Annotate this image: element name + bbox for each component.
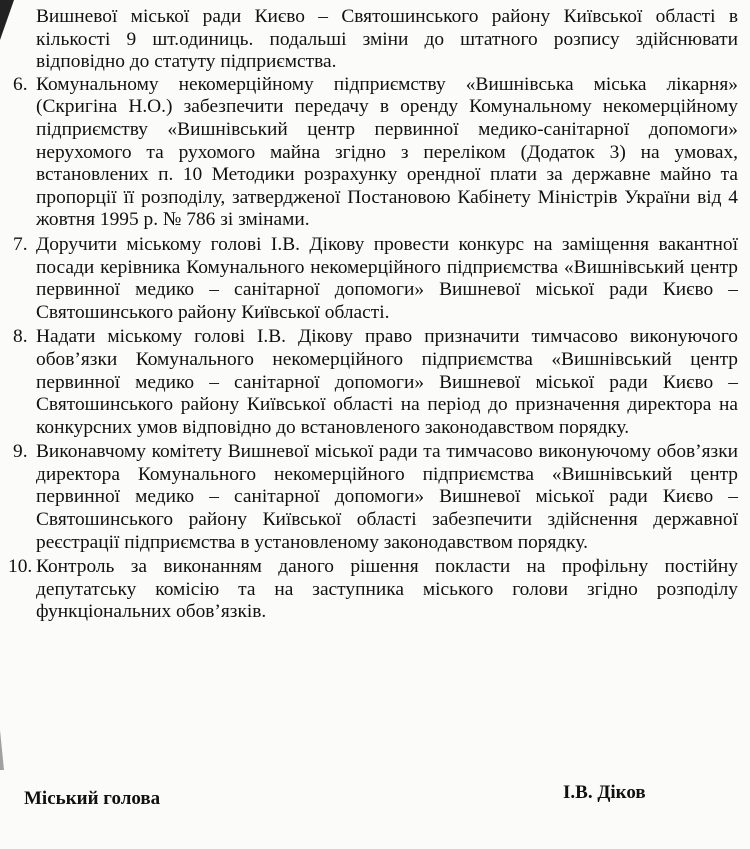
- document-body: [0, 6, 750, 624]
- list-item-8: [0, 326, 750, 439]
- item-number: 6.: [13, 73, 28, 95]
- item-number: 10.: [8, 556, 33, 578]
- item-text: Контроль за виконанням даного рішення покласти на профільну постійну депутатську комісію та на заступника міського голови згідно розподілу функціональних обов’язків.: [36, 556, 738, 623]
- list-item-7: [0, 234, 750, 324]
- item-number: 7.: [13, 233, 28, 255]
- signature-title: Міський голова: [24, 788, 161, 809]
- item-number: 8.: [13, 326, 28, 348]
- item-text: Надати міському голові І.В. Дікову право призначити тимчасово виконуючого обов’язки Комунального некомерційного підприємства «Вишнівський центр первинної медико – санітарної допомоги» Вишневої міської ради Києво – Святошинського району Київської області на період до призначення директора на конкурсних умов відповідно до встановленого законодавством порядку.: [36, 326, 738, 438]
- scan-edge-shadow-lower: [0, 730, 4, 770]
- item-text: Виконавчому комітету Вишневої міської ради та тимчасово виконуючому обов’язки директора Комунального некомерційного підприємства «Вишнівський центр первинної медико – санітарної допомоги» Вишневої міської ради Києво – Святошинського району Київської області забезпечити здійснення державної реєстрації підприємства в установленому законодавством порядку.: [36, 441, 738, 553]
- intro-paragraph: Вишневої міської ради Києво – Святошинського району Київської області в кількості 9 шт.одиниць. подальші зміни до штатного розпису здійснювати відповідно до статуту підприємства.: [36, 6, 738, 73]
- list-item-9: [0, 441, 750, 554]
- list-item-6: [0, 74, 750, 232]
- list-item-10: [0, 556, 750, 624]
- item-text: Комунальному некомерційному підприємству «Вишнівська міська лікарня» (Скригіна Н.О.) забезпечити передачу в оренду Комунальному некомерційному підприємству «Вишнівський центр первинної медико-санітарної допомоги» нерухомого та рухомого майна згідно з переліком (Додаток 3) на умовах, встановлених п. 10 Методики розрахунку орендної плати за державне майно та пропорції її розподілу, затвердженої Постановою Кабінету Міністрів України від 4 жовтня 1995 р. № 786 зі змінами.: [36, 73, 738, 231]
- signature-name: І.В. Діков: [563, 782, 646, 803]
- item-number: 9.: [13, 441, 28, 463]
- item-text: Доручити міському голові І.В. Дікову провести конкурс на заміщення вакантної посади керівника Комунального некомерційного підприємства «Вишнівський центр первинної медико – санітарної допомоги» Вишневої міської ради Києво – Святошинського району Київської області.: [36, 233, 738, 323]
